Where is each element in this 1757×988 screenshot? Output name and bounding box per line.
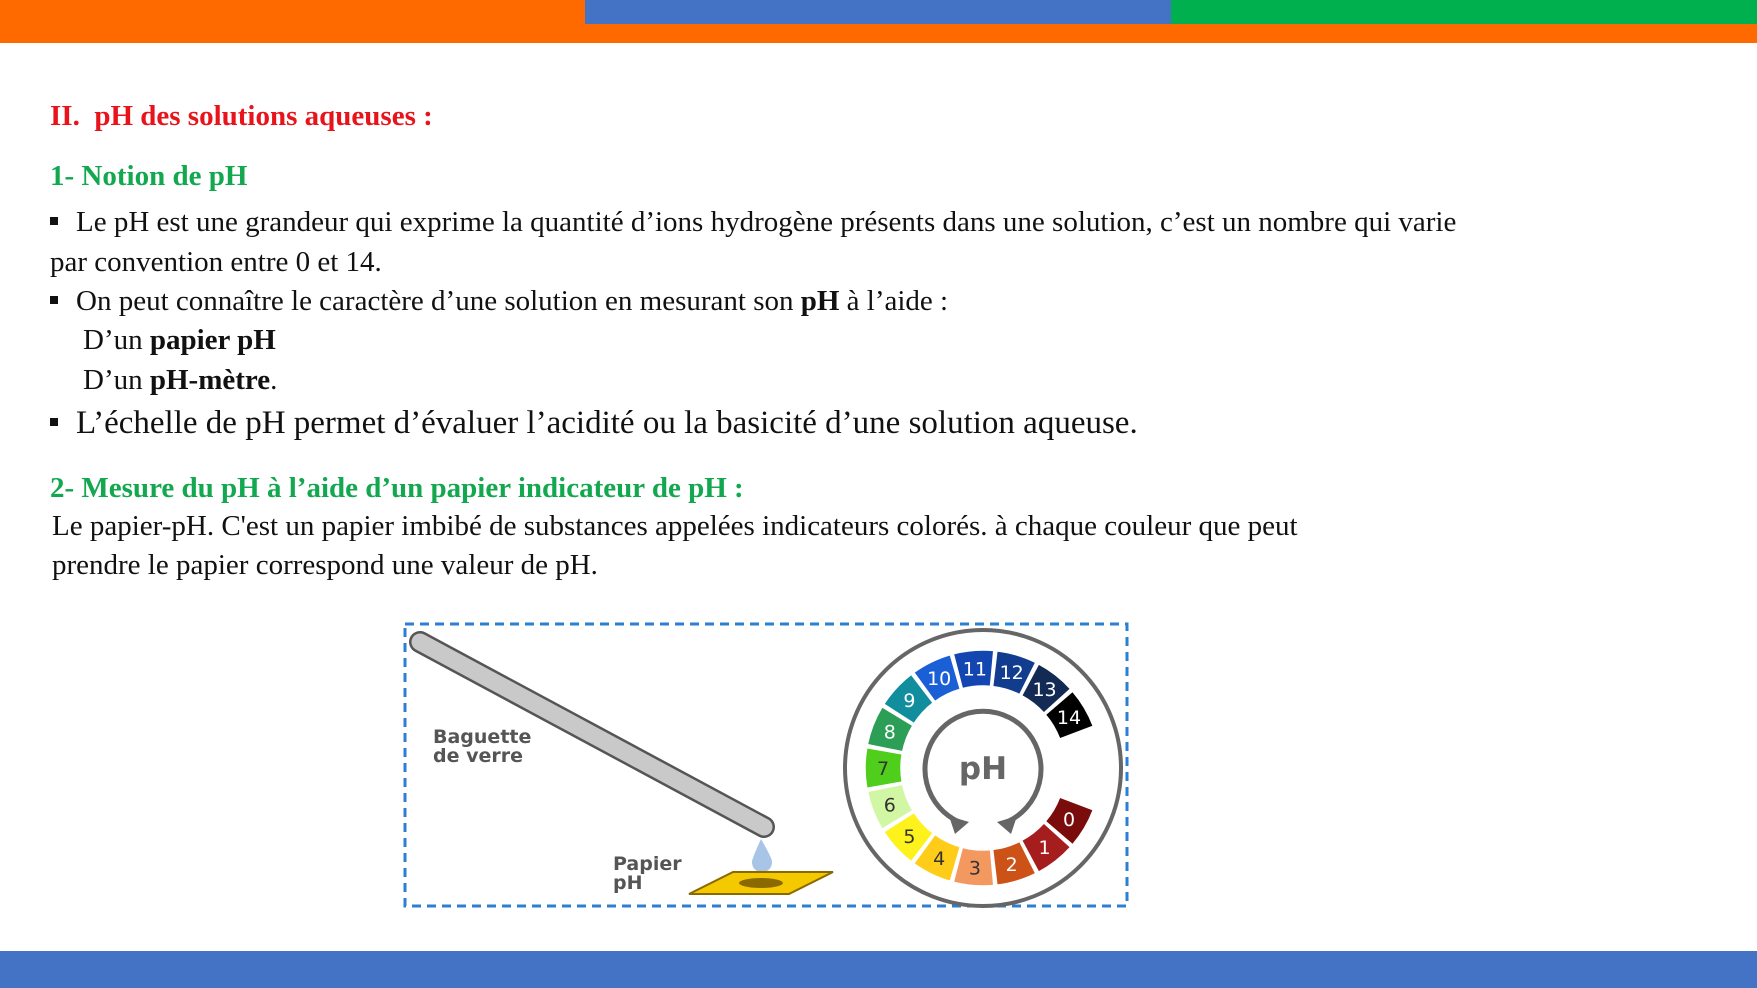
subtitle-notion-ph: 1- Notion de pH <box>50 160 248 192</box>
section-title <box>50 100 433 133</box>
section-title-text: pH des solutions aqueuses : <box>94 100 433 132</box>
bullet-measure-pre: On peut connaître le caractère d’une solution en mesurant son <box>76 285 801 317</box>
ph-segment-label-8: 8 <box>883 721 896 744</box>
top-blue-bar <box>585 0 1171 24</box>
section-number: II. <box>50 100 80 132</box>
ph-segment-label-1: 1 <box>1038 836 1051 859</box>
rod-label-line2: de verre <box>433 745 523 767</box>
paragraph-line1: Le papier-pH. C'est un papier imbibé de substances appelées indicateurs colorés. à chaque couleur que peut <box>52 510 1298 542</box>
ph-segment-label-2: 2 <box>1005 853 1018 876</box>
ph-color-wheel <box>845 630 1121 906</box>
bullet-definition <box>50 206 1456 239</box>
option-metre-post: . <box>270 364 278 396</box>
bullet-measure <box>50 285 948 318</box>
bullet-square-icon <box>50 296 58 304</box>
bullet-square-icon <box>50 217 58 225</box>
rod-label-line1: Baguette <box>433 726 532 748</box>
paper-label-line1: Papier <box>613 853 682 875</box>
paper-wet-spot <box>739 878 783 888</box>
top-green-bar <box>1171 0 1757 24</box>
ph-segment-label-10: 10 <box>927 668 952 691</box>
option-ph-metre <box>83 364 277 397</box>
ph-segment-label-12: 12 <box>999 662 1024 685</box>
ph-segment-label-13: 13 <box>1032 679 1057 702</box>
ph-segment-label-9: 9 <box>903 690 916 713</box>
ph-segment-label-5: 5 <box>903 825 916 848</box>
bullet-scale-text: L’échelle de pH permet d’évaluer l’acidité ou la basicité d’une solution aqueuse. <box>76 405 1138 441</box>
ph-segment-label-6: 6 <box>883 794 896 817</box>
bullet-scale <box>50 405 1138 442</box>
ph-segment-label-4: 4 <box>933 847 946 870</box>
option-papier-ph <box>83 324 276 357</box>
option-papier-bold: papier pH <box>149 324 276 356</box>
option-papier-pre: D’un <box>83 324 150 356</box>
bullet-square-icon <box>50 418 58 426</box>
bullet-definition-line2: par convention entre 0 et 14. <box>50 246 382 278</box>
bullet-measure-post: à l’aide : <box>839 285 949 317</box>
bullet-measure-bold: pH <box>800 285 840 317</box>
bullet-definition-line1: Le pH est une grandeur qui exprime la quantité d’ions hydrogène présents dans une solution, c’est un nombre qui varie <box>76 206 1457 238</box>
wheel-center-label: pH <box>958 751 1008 787</box>
ph-segment-label-3: 3 <box>968 857 981 880</box>
paragraph-line2: prendre le papier correspond une valeur de pH. <box>52 549 598 581</box>
subtitle-mesure-ph: 2- Mesure du pH à l’aide d’un papier indicateur de pH : <box>50 472 744 504</box>
paper-label-line2: pH <box>613 872 643 894</box>
ph-segment-label-0: 0 <box>1062 809 1076 832</box>
ph-segment-label-14: 14 <box>1056 706 1082 729</box>
ph-paper-figure <box>403 622 1129 908</box>
ph-segment-label-11: 11 <box>962 658 987 681</box>
option-metre-pre: D’un <box>83 364 150 396</box>
option-metre-bold: pH-mètre <box>149 364 271 396</box>
ph-segment-label-7: 7 <box>876 758 890 780</box>
bottom-blue-bar <box>0 951 1757 988</box>
